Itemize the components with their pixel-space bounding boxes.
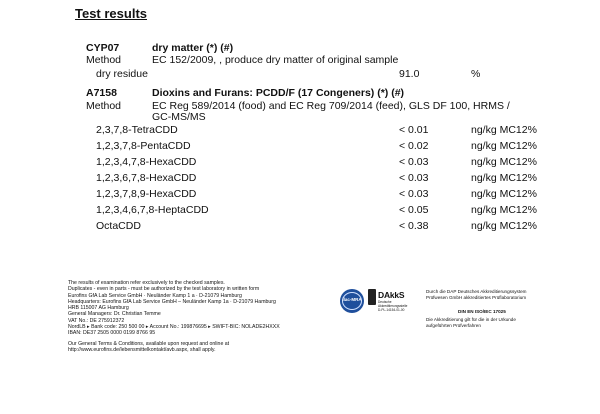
result-value: < 0.01 [399, 124, 429, 136]
result-value: < 0.02 [399, 140, 429, 152]
result-unit: % [471, 68, 481, 80]
result-value: < 0.38 [399, 220, 429, 232]
footer-line: Headquarters: Eurofins GfA Lab Service GmbH – Neuländer Kamp 1a · D-21079 Hamburg [68, 298, 276, 305]
footer-line: Duplicates - even in parts - must be authorized by the test laboratory in written form [68, 286, 260, 293]
accreditation-text [426, 289, 527, 300]
result-name: 2,3,7,8-TetraCDD [96, 124, 178, 136]
result-name: 1,2,3,7,8-PentaCDD [96, 140, 191, 152]
dakks-logo [368, 287, 408, 317]
result-value: < 0.03 [399, 156, 429, 168]
method-text: EC Reg 589/2014 (food) and EC Reg 709/2014 (feed), GLS DF 100, HRMS / [152, 100, 510, 112]
footer-line: Eurofins GfA Lab Service GmbH · Neuländer Kamp 1 a · D-21079 Hamburg [68, 292, 242, 299]
result-name: 1,2,3,4,7,8-HexaCDD [96, 156, 197, 168]
footer-line: HRB 115007 AG Hamburg [68, 305, 129, 312]
result-name: 1,2,3,4,6,7,8-HeptaCDD [96, 204, 209, 216]
result-value: 91.0 [399, 68, 420, 80]
result-unit: ng/kg MC12% [471, 156, 537, 168]
method-label: Method [86, 100, 122, 112]
dakks-emblem-icon [368, 289, 376, 305]
accreditation-line: Prüfwesen GmbH akkreditiertes Prüflaboratorium [426, 294, 527, 300]
method-text-continued: GC-MS/MS [152, 111, 206, 123]
footer-line: General Managers: Dr. Christian Temme [68, 311, 161, 318]
footer-disclaimer [68, 280, 280, 337]
result-unit: ng/kg MC12% [471, 204, 537, 216]
method-text: EC 152/2009, , produce dry matter of original sample [152, 54, 399, 66]
footer-terms [68, 341, 229, 354]
footer-line: The results of examination refer exclusively to the checked samples. [68, 280, 225, 286]
terms-line: Our General Terms & Conditions, available upon request and online at [68, 341, 230, 347]
section-heading: Dioxins and Furans: PCDD/F (17 Congeners) (*) (#) [152, 87, 405, 99]
section-code: A7158 [86, 87, 117, 99]
result-unit: ng/kg MC12% [471, 188, 537, 200]
section-code: CYP07 [86, 42, 120, 54]
page-title: Test results [75, 6, 148, 21]
result-name: OctaCDD [96, 220, 141, 232]
dakks-label: DAkkS [378, 290, 405, 300]
method-label: Method [86, 54, 122, 66]
ilac-mra-logo [340, 289, 364, 313]
accreditation-scope [426, 317, 516, 328]
footer-line: NordLB ▸ Bank code: 250 500 00 ▸ Account No.: 199876695 ▸ SWIFT-BIC: NOLADE2HXXX [68, 324, 280, 331]
scope-line: Die Akkreditierung gilt für die in der Urkunde [426, 317, 516, 322]
result-unit: ng/kg MC12% [471, 124, 537, 136]
footer-line: IBAN: DE37 2505 0000 0199 8766 95 [68, 330, 156, 337]
result-name: dry residue [96, 68, 148, 80]
ilac-mra-label: ilac-MRA [342, 297, 362, 302]
section-heading: dry matter (*) (#) [152, 42, 234, 54]
scope-line: aufgeführten Prüfverfahren [426, 322, 481, 328]
terms-link[interactable]: http://www.eurofins.de/lebensmittelkontakt/avb.aspx, shall apply. [68, 347, 216, 354]
footer-line: VAT No.: DE 275912372 [68, 317, 125, 324]
result-value: < 0.05 [399, 204, 429, 216]
result-name: 1,2,3,7,8,9-HexaCDD [96, 188, 197, 200]
result-unit: ng/kg MC12% [471, 220, 537, 232]
result-value: < 0.03 [399, 172, 429, 184]
result-value: < 0.03 [399, 188, 429, 200]
dakks-sub: Deutsche Akkreditierungsstelle D-PL-14154-01-00 [378, 300, 408, 312]
iso-standard: DIN EN ISO/IEC 17025 [458, 309, 506, 314]
result-unit: ng/kg MC12% [471, 140, 537, 152]
accreditation-line: Durch die DAP Deutsches Akkreditierungssystem [426, 289, 527, 294]
result-unit: ng/kg MC12% [471, 172, 537, 184]
result-name: 1,2,3,6,7,8-HexaCDD [96, 172, 197, 184]
